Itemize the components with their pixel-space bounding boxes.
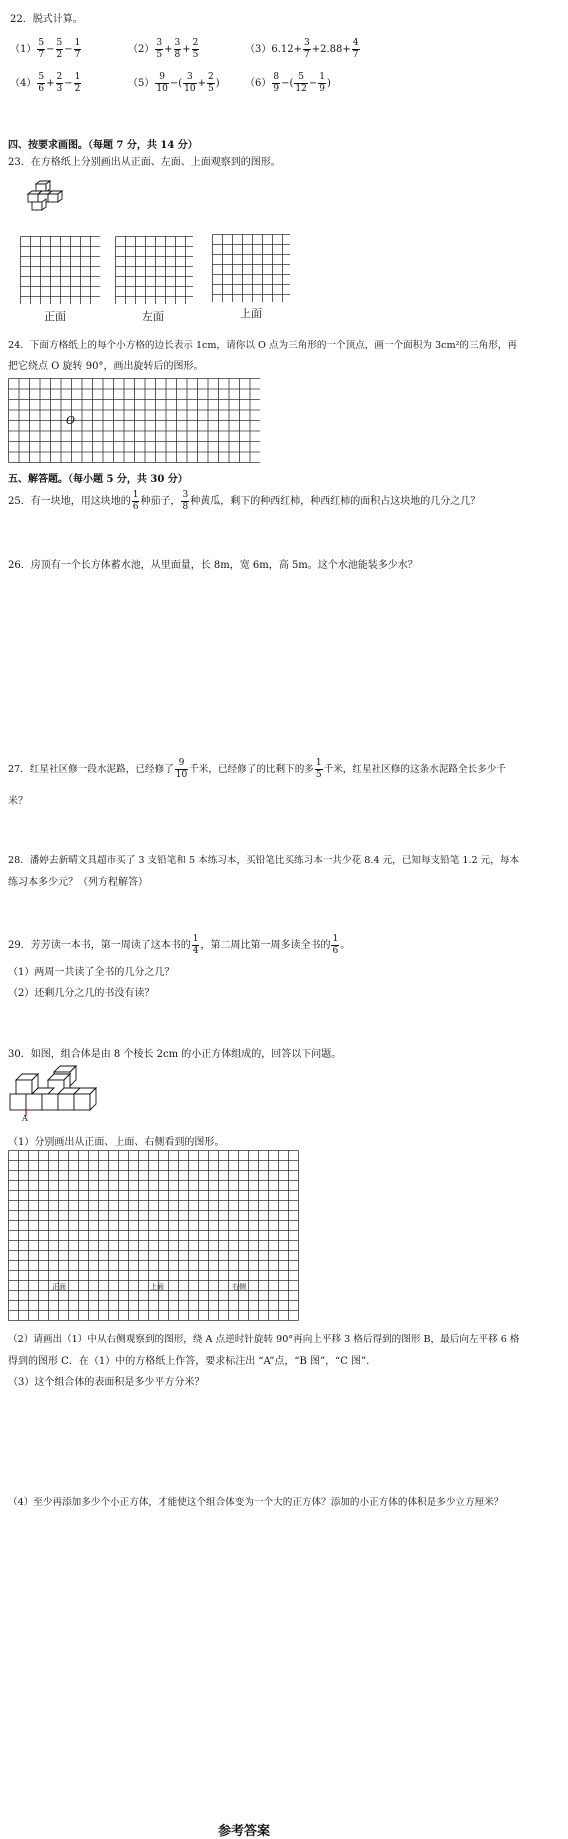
q29-sub1: （1）两周一共读了全书的几分之几？ bbox=[8, 967, 175, 978]
operator: + bbox=[182, 44, 191, 55]
q29-text bbox=[8, 934, 350, 957]
q23-grid-top bbox=[212, 234, 290, 302]
q23-grid-front bbox=[20, 236, 100, 304]
q27-part-c: 千米，红星社区修的这条水泥路全长多少千 bbox=[323, 764, 506, 775]
item-label: （6） bbox=[245, 78, 272, 89]
fraction: $\frac{2}{3}$ bbox=[56, 72, 63, 94]
q30-grid-label-front: 正面 bbox=[52, 1283, 66, 1291]
q25-fraction-2: $\frac{3}{8}$ bbox=[182, 490, 189, 512]
q30-sub2-line1: （2）请画出（1）中从右侧观察到的图形，绕 A 点逆时针旋转 90°再向上平移 3 格后得到的图形 B，最后向左平移 6 格 bbox=[8, 1334, 520, 1345]
q22-item-4 bbox=[10, 72, 82, 95]
item-label: （5） bbox=[128, 78, 155, 89]
q27-text-line2: 米？ bbox=[8, 796, 28, 807]
q25-part-a: 25．有一块地，用这块地的 bbox=[8, 496, 131, 507]
answer-key-title: 参考答案 bbox=[218, 1824, 271, 1839]
operator: − bbox=[308, 78, 318, 89]
q22-item-2 bbox=[128, 38, 200, 61]
cube-stack-figure bbox=[22, 180, 68, 216]
operator: − bbox=[64, 78, 73, 89]
q30-grid-label-right: 右侧 bbox=[232, 1283, 246, 1291]
operator: + bbox=[46, 78, 55, 89]
operator: − bbox=[64, 44, 73, 55]
operator: ) bbox=[326, 78, 331, 89]
q24-grid bbox=[8, 378, 260, 464]
q30-sub2-line2: 得到的图形 C．在（1）中的方格纸上作答，要求标注出 “A”点，“B 图”，“C 图”. bbox=[8, 1356, 370, 1367]
fraction: $\frac{2}{5}$ bbox=[207, 72, 214, 94]
q29-fraction-1: $\frac{1}{4}$ bbox=[192, 934, 199, 956]
q30-composite-figure bbox=[8, 1064, 104, 1120]
q23-text: 23．在方格纸上分别画出从正面、左面、上面观察到的图形。 bbox=[8, 157, 281, 168]
q28-text-line1: 28．潘婷去新晴文具超市买了 3 支铅笔和 5 本练习本，买铅笔比买练习本一共少花 8.4 元，已知每支铅笔 1.2 元，每本 bbox=[8, 855, 520, 866]
fraction: $\frac{9}{10}$ bbox=[156, 72, 168, 94]
q29-part-a: 29．芳芳读一本书，第一周读了这本书的 bbox=[8, 940, 191, 951]
fraction: $\frac{4}{7}$ bbox=[352, 38, 359, 60]
operator: 6.12+ bbox=[271, 44, 303, 55]
q30-sub3: （3）这个组合体的表面积是多少平方分米？ bbox=[8, 1377, 205, 1388]
q27-fraction-2: $\frac{1}{5}$ bbox=[315, 758, 322, 780]
q24-point-o: O bbox=[66, 414, 76, 427]
q29-sub2: （2）还剩几分之几的书没有读？ bbox=[8, 988, 155, 999]
operator: − bbox=[46, 44, 55, 55]
operator: −( bbox=[281, 78, 294, 89]
q27-part-a: 27．红星社区修一段水泥路，已经修了 bbox=[8, 764, 174, 775]
operator: + bbox=[197, 78, 206, 89]
q26-text: 26．房顶有一个长方体蓄水池，从里面量，长 8m，宽 6m，高 5m。这个水池能装多少水？ bbox=[8, 560, 418, 571]
q27-fraction-1: $\frac{9}{10}$ bbox=[175, 758, 188, 780]
item-label: （1） bbox=[10, 44, 37, 55]
item-label: （2） bbox=[128, 44, 155, 55]
fraction: $\frac{5}{12}$ bbox=[295, 72, 307, 94]
q24-text-line2: 把它绕点 O 旋转 90°，画出旋转后的图形。 bbox=[8, 361, 204, 372]
fraction: $\frac{8}{9}$ bbox=[273, 72, 280, 94]
q30-text: 30．如图，组合体是由 8 个棱长 2cm 的小正方体组成的，回答以下问题。 bbox=[8, 1049, 342, 1060]
fraction: $\frac{1}{9}$ bbox=[319, 72, 325, 94]
section-4-title: 四、按要求画图。（每题 7 分，共 14 分） bbox=[8, 140, 198, 151]
operator: + bbox=[164, 44, 173, 55]
q30-grid bbox=[8, 1150, 300, 1326]
q22-title: 22．脱式计算。 bbox=[10, 14, 83, 25]
q27-text bbox=[8, 758, 506, 781]
q29-part-b: ，第二周比第一周多读全书的 bbox=[200, 940, 331, 951]
fraction: $\frac{3}{7}$ bbox=[304, 38, 310, 60]
section-5-title: 五、解答题。（每小题 5 分，共 30 分） bbox=[8, 474, 188, 485]
q23-grid-left bbox=[115, 236, 193, 304]
operator: −( bbox=[169, 78, 183, 89]
fraction: $\frac{5}{7}$ bbox=[38, 38, 45, 60]
q28-text-line2: 练习本多少元？（列方程解答） bbox=[8, 877, 148, 888]
fraction: $\frac{5}{6}$ bbox=[38, 72, 45, 94]
q30-sub4: （4）至少再添加多少个小正方体，才能使这个组合体变为一个大的正方体？添加的小正方体的体积是多少立方厘米？ bbox=[8, 1497, 504, 1508]
operator: ) bbox=[215, 78, 220, 89]
q30-sub1: （1）分别画出从正面、上面、右侧看到的图形。 bbox=[8, 1137, 225, 1148]
q22-item-5 bbox=[128, 72, 220, 95]
fraction: $\frac{5}{2}$ bbox=[56, 38, 63, 60]
item-label: （4） bbox=[10, 78, 37, 89]
fraction: $\frac{2}{5}$ bbox=[192, 38, 199, 60]
q25-part-b: 种茄子， bbox=[140, 496, 181, 507]
q29-part-c: 。 bbox=[340, 940, 351, 951]
fraction: $\frac{3}{5}$ bbox=[156, 38, 163, 60]
q25-text bbox=[8, 490, 480, 513]
fraction: $\frac{1}{7}$ bbox=[74, 38, 81, 60]
q23-caption-top: 上面 bbox=[240, 307, 262, 320]
q30-point-a: A bbox=[22, 1114, 28, 1123]
q22-item-1 bbox=[10, 38, 82, 61]
q25-fraction-1: $\frac{1}{6}$ bbox=[132, 490, 139, 512]
fraction: $\frac{1}{2}$ bbox=[74, 72, 81, 94]
q30-grid-label-top: 上面 bbox=[150, 1283, 164, 1291]
q23-caption-front: 正面 bbox=[44, 310, 66, 323]
q22-item-6 bbox=[245, 72, 331, 95]
operator: +2.88+ bbox=[311, 44, 351, 55]
q24-text-line1: 24．下面方格纸上的每个小方格的边长表示 1cm，请你以 O 点为三角形的一个顶点，画一个面积为 3cm²的三角形，再 bbox=[8, 340, 517, 351]
q27-part-b: 千米，已经修了的比剩下的多 bbox=[189, 764, 314, 775]
q29-fraction-2: $\frac{1}{6}$ bbox=[332, 934, 339, 956]
q22-item-3 bbox=[245, 38, 361, 61]
fraction: $\frac{3}{8}$ bbox=[174, 38, 181, 60]
item-label: （3） bbox=[245, 44, 272, 55]
q25-part-c: 种黄瓜，剩下的种西红柿，种西红柿的面积占这块地的几分之几？ bbox=[190, 496, 481, 507]
q23-caption-left: 左面 bbox=[142, 310, 164, 323]
fraction: $\frac{3}{10}$ bbox=[184, 72, 196, 94]
